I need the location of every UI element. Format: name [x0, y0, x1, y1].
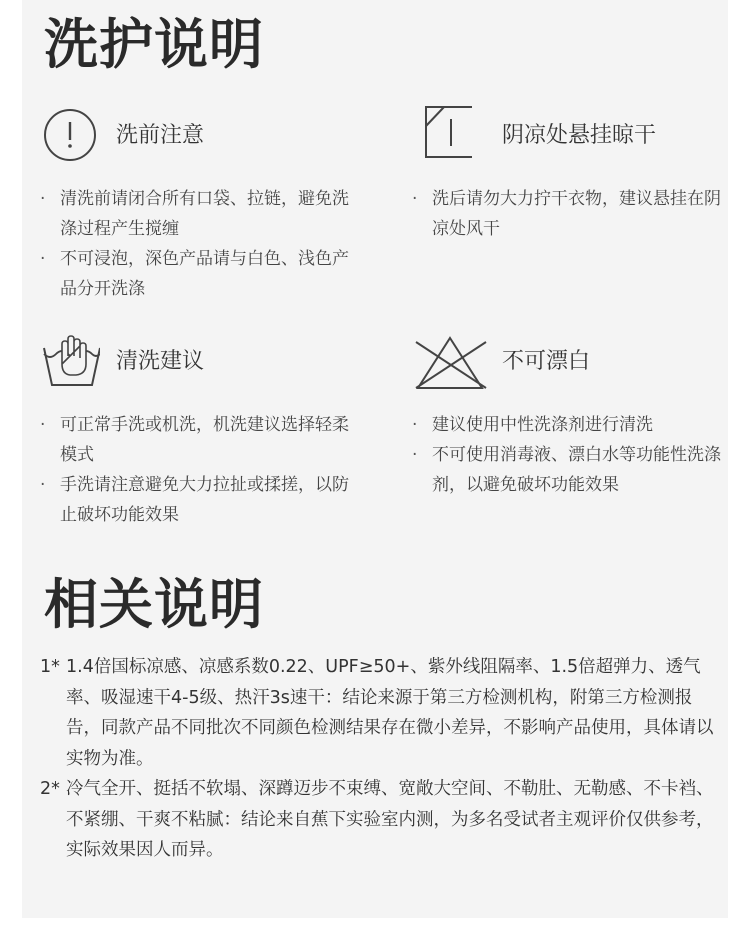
- section-wash-advice: [40, 330, 360, 530]
- section-title: 阴凉处悬挂晾干: [502, 123, 657, 148]
- bullet-list: [40, 410, 360, 530]
- section-header: [412, 104, 732, 164]
- list-item: · 可正常手洗或机洗，机洗建议选择轻柔模式: [40, 415, 349, 465]
- section-no-bleach: [412, 330, 732, 530]
- section-title: 洗前注意: [116, 123, 205, 148]
- hand-wash-icon: [40, 330, 100, 390]
- note-item: [40, 774, 720, 866]
- notes-list: [40, 652, 720, 866]
- section-hang-dry: [412, 104, 732, 314]
- list-item: · 不可使用消毒液、漂白水等功能性洗涤剂，以避免破坏功能效果: [412, 445, 721, 495]
- note-text: 冷气全开、挺括不软塌、深蹲迈步不束缚、宽敞大空间、不勒肚、无勒感、不卡裆、不紧绷、干爽不粘腻：结论来自蕉下实验室内测，为多名受试者主观评价仅供参考，实际效果因人而异。: [66, 779, 714, 860]
- note-number: 1*: [40, 657, 60, 677]
- list-item: · 清洗前请闭合所有口袋、拉链，避免洗涤过程产生搅缠: [40, 189, 349, 239]
- bullet-list: [412, 410, 732, 500]
- hang-dry-shade-icon: [412, 104, 472, 164]
- bullet-list: [40, 184, 360, 304]
- list-item: · 洗后请勿大力拧干衣物，建议悬挂在阴凉处风干: [412, 189, 721, 239]
- washing-title: 洗护说明: [44, 13, 264, 76]
- section-title: 清洗建议: [116, 349, 205, 374]
- notes-title: 相关说明: [44, 573, 264, 636]
- section-header: [40, 330, 360, 390]
- list-item: · 不可浸泡，深色产品请与白色、浅色产品分开洗涤: [40, 249, 349, 299]
- exclamation-circle-icon: [40, 104, 100, 164]
- bullet-list: [412, 184, 732, 244]
- note-item: [40, 652, 720, 774]
- section-title: 不可漂白: [502, 349, 591, 374]
- note-text: 1.4倍国标凉感、凉感系数0.22、UPF≥50+、紫外线阻隔率、1.5倍超弹力、透气率、吸湿速干4-5级、热汗3s速干：结论来源于第三方检测机构，附第三方检测报告，同款产品不同批次不同颜色检测结果存在微小差异，不影响产品使用，具体请以实物为准。: [66, 657, 714, 769]
- note-number: 2*: [40, 779, 60, 799]
- no-bleach-icon: [412, 330, 488, 390]
- section-header: [412, 330, 732, 390]
- list-item: · 建议使用中性洗涤剂进行清洗: [412, 415, 653, 435]
- list-item: · 手洗请注意避免大力拉扯或揉搓，以防止破坏功能效果: [40, 475, 349, 525]
- section-pre-wash: [40, 104, 360, 314]
- section-header: [40, 104, 360, 164]
